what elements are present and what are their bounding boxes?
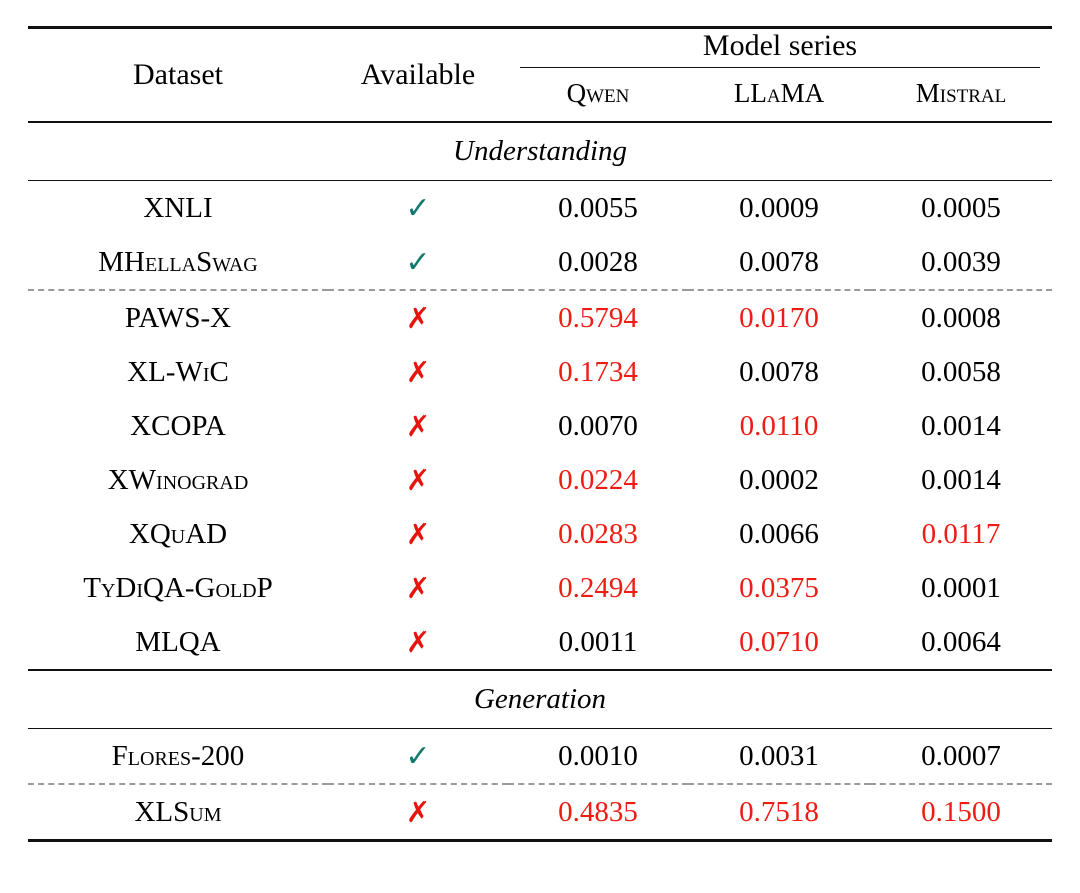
table-row (28, 235, 1052, 290)
table-row (28, 399, 1052, 453)
table-row (28, 729, 1052, 784)
value-cell-mistral: 0.0005 (921, 191, 1001, 224)
value-cell-mistral: 0.0014 (921, 409, 1001, 442)
value-cell-mistral: 0.0039 (921, 245, 1001, 278)
table-row (28, 453, 1052, 507)
value-cell-llama: 0.0710 (739, 625, 819, 658)
value-cell-mistral: 0.0014 (921, 463, 1001, 496)
header-model-series (508, 29, 1052, 72)
availability-cross-icon: ✗ (405, 462, 431, 497)
dataset-name-cell: TyDiQA-GoldP (83, 571, 273, 604)
dataset-name-cell: MHellaSwag (98, 245, 258, 278)
dataset-name-cell: XLSum (134, 795, 222, 828)
dataset-name-cell: XNLI (143, 191, 213, 224)
value-cell-mistral: 0.0058 (921, 355, 1001, 388)
availability-cross-icon: ✗ (405, 794, 431, 829)
value-cell-llama: 0.0066 (739, 517, 819, 550)
value-cell-qwen: 0.0055 (558, 191, 638, 224)
availability-check-icon: ✓ (405, 738, 431, 774)
header-available: Available (360, 58, 476, 91)
value-cell-mistral: 0.0064 (921, 625, 1001, 658)
header-model-series-rule (520, 67, 1040, 68)
results-table (28, 26, 1052, 842)
availability-cross-icon: ✗ (405, 300, 431, 335)
header-series-llama: LLaMA (733, 78, 825, 108)
value-cell-llama: 0.0031 (739, 739, 819, 772)
table-row (28, 291, 1052, 345)
rule (28, 841, 1052, 843)
value-cell-mistral: 0.0001 (921, 571, 1001, 604)
dataset-name-cell: XQuAD (128, 517, 228, 550)
value-cell-mistral: 0.0117 (921, 517, 1001, 550)
section-title-row (28, 123, 1052, 181)
value-cell-llama: 0.0078 (739, 245, 819, 278)
section-title: Generation (473, 683, 607, 715)
value-cell-llama: 0.0078 (739, 355, 819, 388)
availability-check-icon: ✓ (405, 190, 431, 226)
table-row (28, 181, 1052, 235)
section-title-row (28, 671, 1052, 729)
value-cell-qwen: 0.0283 (558, 517, 638, 550)
dataset-name-cell: PAWS-X (124, 301, 232, 334)
value-cell-mistral: 0.1500 (921, 795, 1001, 828)
table-row (28, 785, 1052, 841)
table-row (28, 345, 1052, 399)
value-cell-qwen: 0.2494 (558, 571, 638, 604)
header-series-mistral: Mistral (915, 78, 1007, 108)
availability-cross-icon: ✗ (405, 624, 431, 659)
availability-cross-icon: ✗ (405, 354, 431, 389)
table-row (28, 507, 1052, 561)
header-dataset: Dataset (133, 58, 223, 91)
header-model-series-label: Model series (702, 29, 858, 62)
value-cell-mistral: 0.0007 (921, 739, 1001, 772)
value-cell-qwen: 0.1734 (558, 355, 638, 388)
availability-cross-icon: ✗ (405, 408, 431, 443)
value-cell-qwen: 0.5794 (558, 301, 638, 334)
value-cell-qwen: 0.4835 (558, 795, 638, 828)
value-cell-llama: 0.7518 (739, 795, 819, 828)
table-row (28, 561, 1052, 615)
table-bottom-rule (28, 841, 1052, 843)
value-cell-llama: 0.0002 (739, 463, 819, 496)
table-row (28, 615, 1052, 670)
value-cell-llama: 0.0110 (739, 409, 819, 442)
value-cell-qwen: 0.0224 (558, 463, 638, 496)
value-cell-qwen: 0.0028 (558, 245, 638, 278)
dataset-name-cell: XCOPA (130, 409, 226, 442)
availability-cross-icon: ✗ (405, 516, 431, 551)
dataset-name-cell: MLQA (135, 625, 221, 658)
value-cell-qwen: 0.0010 (558, 739, 638, 772)
availability-cross-icon: ✗ (405, 570, 431, 605)
dataset-name-cell: XWinograd (107, 463, 249, 496)
value-cell-qwen: 0.0070 (558, 409, 638, 442)
value-cell-llama: 0.0375 (739, 571, 819, 604)
section-title: Understanding (453, 135, 627, 167)
header-series-qwen: Qwen (566, 78, 630, 108)
value-cell-qwen: 0.0011 (558, 625, 638, 658)
value-cell-mistral: 0.0008 (921, 301, 1001, 334)
value-cell-llama: 0.0170 (739, 301, 819, 334)
header-row-primary (28, 29, 1052, 72)
availability-check-icon: ✓ (405, 244, 431, 280)
dataset-name-cell: Flores-200 (111, 739, 245, 772)
dataset-name-cell: XL-WiC (127, 355, 229, 388)
value-cell-llama: 0.0009 (739, 191, 819, 224)
